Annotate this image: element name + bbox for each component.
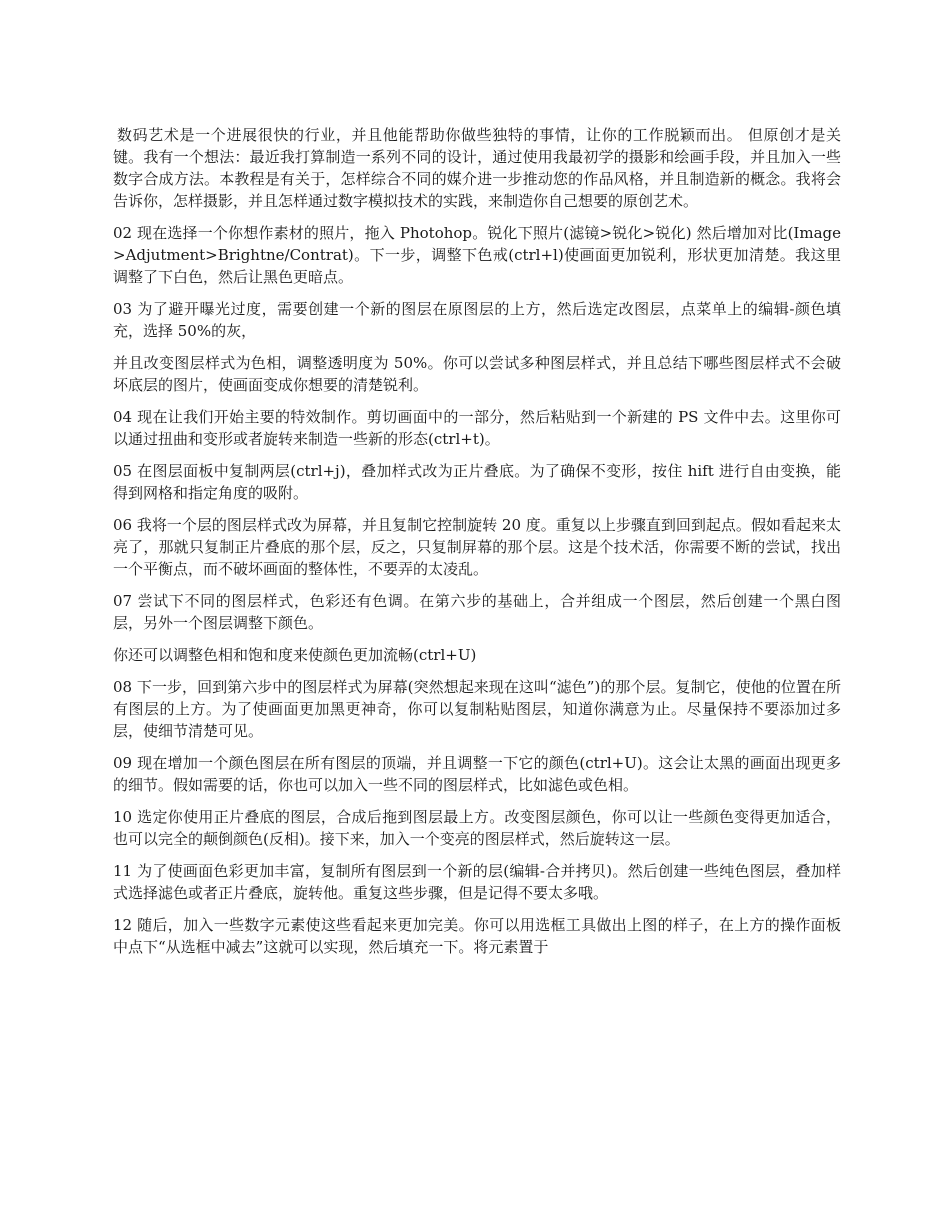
paragraph-step-07-continued: 你还可以调整色相和饱和度来使颜色更加流畅(ctrl+U) [113,646,477,664]
paragraph-step-10: 10 选定你使用正片叠底的图层，合成后拖到图层最上方。改变图层颜色，你可以让一些颜色变得更加适合，也可以完全的颠倒颜色(反相)。接下来，加入一个变亮的图层样式，然后旋转这一层。 [113,808,841,848]
paragraph-step-07: 07 尝试下不同的图层样式，色彩还有色调。在第六步的基础上，合并组成一个图层，然后创建一个黑白图层，另外一个图层调整下颜色。 [113,592,841,632]
document-body [113,124,841,968]
paragraph-step-11: 11 为了使画面色彩更加丰富，复制所有图层到一个新的层(编辑-合并拷贝)。然后创建一些纯色图层，叠加样式选择滤色或者正片叠底，旋转他。重复这些步骤，但是记得不要太多哦。 [113,862,841,902]
paragraph-step-03: 03 为了避开曝光过度，需要创建一个新的图层在原图层的上方，然后选定改图层，点菜单上的编辑-颜色填充，选择 50%的灰， [113,300,841,340]
paragraph-step-12: 12 随后，加入一些数字元素使这些看起来更加完美。你可以用选框工具做出上图的样子，在上方的操作面板中点下“从选框中减去”这就可以实现，然后填充一下。将元素置于 [113,916,841,956]
paragraph-step-06: 06 我将一个层的图层样式改为屏幕，并且复制它控制旋转 20 度。重复以上步骤直到回到起点。假如看起来太亮了，那就只复制正片叠底的那个层，反之，只复制屏幕的那个层。这是个技术活，你需要不断的尝试，找出一个平衡点，而不破坏画面的整体性，不要弄的太凌乱。 [113,516,841,578]
paragraph-step-03-continued: 并且改变图层样式为色相，调整透明度为 50%。你可以尝试多种图层样式，并且总结下哪些图层样式不会破坏底层的图片，使画面变成你想要的清楚锐利。 [113,354,841,394]
paragraph-step-05: 05 在图层面板中复制两层(ctrl+j)，叠加样式改为正片叠底。为了确保不变形，按住 hift 进行自由变换，能得到网格和指定角度的吸附。 [113,462,841,502]
paragraph-intro: 数码艺术是一个进展很快的行业，并且他能帮助你做些独特的事情，让你的工作脱颖而出。 但原创才是关键。我有一个想法：最近我打算制造一系列不同的设计，通过使用我最初学的摄影和绘画手段，并且加入一些数字合成方法。本教程是有关于，怎样综合不同的媒介进一步推动您的作品风格，并且制造新的概念。我将会告诉你，怎样摄影，并且怎样通过数字模拟技术的实践，来制造你自己想要的原创艺术。 [113,126,841,210]
paragraph-step-02: 02 现在选择一个你想作素材的照片，拖入 Photohop。锐化下照片(滤镜>锐化>锐化) 然后增加对比(Image>Adjutment>Brightne/Contrat)。下一步，调整下色戒(ctrl+l)使画面更加锐利，形状更加清楚。我这里调整了下白色，然后让黑色更暗点。 [113,224,841,286]
paragraph-step-04: 04 现在让我们开始主要的特效制作。剪切画面中的一部分，然后粘贴到一个新建的 PS 文件中去。这里你可以通过扭曲和变形或者旋转来制造一些新的形态(ctrl+t)。 [113,408,841,448]
paragraph-step-08: 08 下一步，回到第六步中的图层样式为屏幕(突然想起来现在这叫“滤色”)的那个层。复制它，使他的位置在所有图层的上方。为了使画面更加黑更神奇，你可以复制粘贴图层，知道你满意为止。尽量保持不要添加过多层，使细节清楚可见。 [113,678,841,740]
paragraph-step-09: 09 现在增加一个颜色图层在所有图层的顶端，并且调整一下它的颜色(ctrl+U)。这会让太黑的画面出现更多的细节。假如需要的话，你也可以加入一些不同的图层样式，比如滤色或色相。 [113,754,841,794]
